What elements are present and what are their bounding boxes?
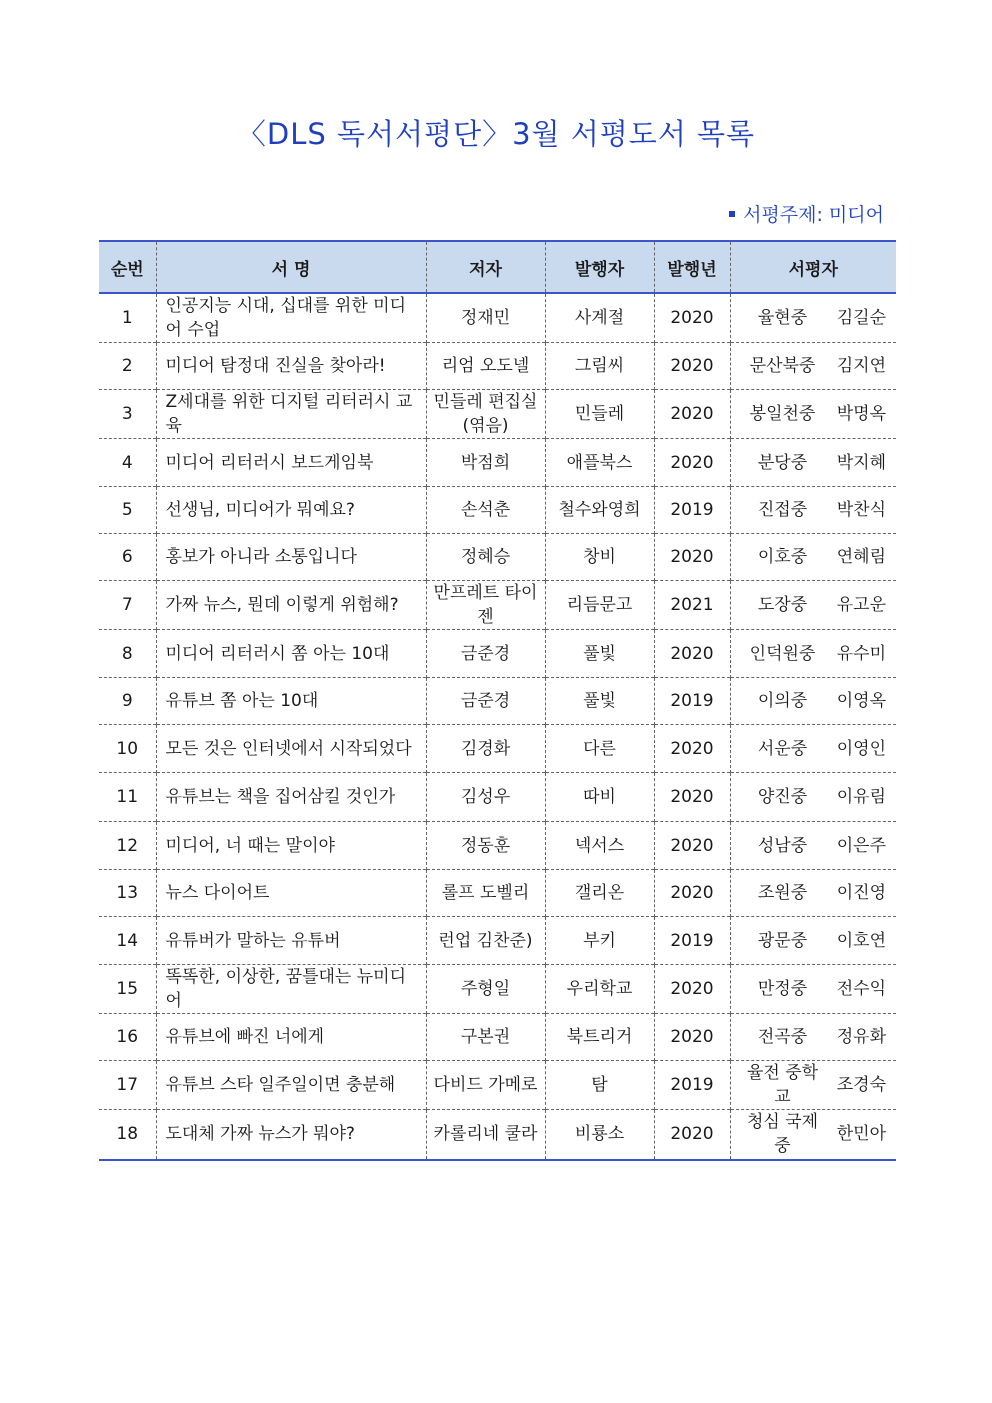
header-reviewer: 서평자	[730, 241, 896, 293]
row-book-title: 뉴스 다이어트	[156, 870, 426, 917]
row-publisher: 우리학교	[545, 965, 654, 1014]
row-author: 다비드 가메로	[426, 1061, 545, 1110]
row-reviewer: 이영인	[836, 738, 886, 759]
row-reviewer: 이호연	[836, 930, 886, 951]
row-reviewer: 유고운	[836, 595, 886, 615]
row-reviewer: 정유화	[836, 1027, 886, 1047]
row-reviewer: 박명옥	[836, 404, 886, 424]
row-no: 16	[99, 1014, 156, 1061]
row-school: 율전 중학교	[746, 1063, 819, 1107]
row-reviewer: 연혜림	[836, 547, 886, 567]
row-book-title: 도대체 가짜 뉴스가 뭐야?	[156, 1110, 426, 1160]
table-row	[99, 965, 896, 1014]
row-school: 분당중	[757, 452, 808, 473]
row-book-title: 인공지능 시대, 십대를 위한 미디어 수업	[156, 293, 426, 343]
row-author: 손석춘	[426, 487, 545, 534]
table-row	[99, 822, 896, 870]
row-publisher: 풀빛	[545, 630, 654, 678]
row-book-title: Z세대를 위한 디지털 리터러시 교육	[156, 390, 426, 439]
row-school: 청심 국제중	[746, 1112, 819, 1157]
row-no: 18	[99, 1110, 156, 1160]
row-reviewer: 이유림	[836, 787, 886, 807]
row-year: 2020	[654, 534, 730, 581]
review-theme	[729, 200, 884, 227]
header-title: 서 명	[156, 241, 426, 293]
table-header-row	[99, 241, 896, 293]
row-publisher: 탐	[545, 1061, 654, 1110]
row-school: 문산북중	[749, 356, 816, 376]
header-author: 저자	[426, 241, 545, 293]
row-year: 2020	[654, 725, 730, 773]
row-publisher: 갤리온	[545, 870, 654, 917]
row-school: 인덕원중	[749, 643, 816, 664]
row-reviewer-cell	[730, 390, 896, 439]
header-publisher: 발행자	[545, 241, 654, 293]
row-author: 구본권	[426, 1014, 545, 1061]
row-reviewer: 한민아	[836, 1124, 886, 1145]
row-year: 2020	[654, 822, 730, 870]
row-author: 만프레트 타이젠	[426, 581, 545, 630]
row-reviewer-cell	[730, 487, 896, 534]
row-book-title: 홍보가 아니라 소통입니다	[156, 534, 426, 581]
table-row	[99, 725, 896, 773]
table-row	[99, 293, 896, 343]
row-author: 정혜승	[426, 534, 545, 581]
row-no: 3	[99, 390, 156, 439]
row-author: 정동훈	[426, 822, 545, 870]
row-publisher: 민들레	[545, 390, 654, 439]
row-publisher: 사계절	[545, 293, 654, 343]
row-no: 17	[99, 1061, 156, 1110]
row-school: 광문중	[757, 930, 808, 951]
row-author: 주형일	[426, 965, 545, 1014]
row-year: 2020	[654, 293, 730, 343]
row-no: 5	[99, 487, 156, 534]
row-publisher: 창비	[545, 534, 654, 581]
row-no: 14	[99, 917, 156, 965]
row-reviewer-cell	[730, 822, 896, 870]
table-row	[99, 773, 896, 822]
row-book-title: 미디어 리터러시 보드게임북	[156, 439, 426, 487]
row-reviewer-cell	[730, 917, 896, 965]
row-no: 15	[99, 965, 156, 1014]
row-book-title: 유튜브 쫌 아는 10대	[156, 678, 426, 725]
row-year: 2020	[654, 773, 730, 822]
row-school: 서운중	[757, 738, 808, 759]
row-year: 2019	[654, 917, 730, 965]
row-reviewer-cell	[730, 1014, 896, 1061]
row-year: 2020	[654, 343, 730, 390]
row-author: 카롤리네 쿨라	[426, 1110, 545, 1160]
table-row	[99, 678, 896, 725]
table-row	[99, 870, 896, 917]
row-publisher: 다른	[545, 725, 654, 773]
row-reviewer-cell	[730, 581, 896, 630]
row-book-title: 유튜브에 빠진 너에게	[156, 1014, 426, 1061]
row-school: 양진중	[757, 787, 808, 807]
row-reviewer: 이진영	[836, 883, 886, 903]
row-publisher: 리듬문고	[545, 581, 654, 630]
square-bullet-icon	[729, 211, 735, 217]
row-book-title: 선생님, 미디어가 뭐예요?	[156, 487, 426, 534]
row-school: 만정중	[757, 979, 808, 999]
row-publisher: 풀빛	[545, 678, 654, 725]
row-reviewer: 김지연	[836, 356, 886, 376]
row-school: 이의중	[757, 691, 808, 711]
row-school: 이호중	[757, 547, 808, 567]
table-row	[99, 343, 896, 390]
page-title: 〈DLS 독서서평단〉3월 서평도서 목록	[236, 117, 756, 151]
row-no: 10	[99, 725, 156, 773]
row-school: 전곡중	[757, 1027, 808, 1047]
row-publisher: 그림씨	[545, 343, 654, 390]
row-reviewer-cell	[730, 1110, 896, 1160]
row-author: 박점희	[426, 439, 545, 487]
row-reviewer: 유수미	[836, 643, 886, 664]
row-book-title: 유튜버가 말하는 유튜버	[156, 917, 426, 965]
row-school: 봉일천중	[749, 404, 816, 424]
row-book-title: 모든 것은 인터넷에서 시작되었다	[156, 725, 426, 773]
row-school: 성남중	[757, 835, 808, 856]
row-year: 2020	[654, 439, 730, 487]
row-year: 2020	[654, 1014, 730, 1061]
row-author: 민들레 편집실(엮음)	[426, 390, 545, 439]
header-no: 순번	[99, 241, 156, 293]
row-year: 2019	[654, 1061, 730, 1110]
row-book-title: 미디어 탐정대 진실을 찾아라!	[156, 343, 426, 390]
row-author: 정재민	[426, 293, 545, 343]
row-publisher: 부키	[545, 917, 654, 965]
row-school: 진접중	[757, 500, 808, 520]
table-row	[99, 581, 896, 630]
row-year: 2020	[654, 630, 730, 678]
row-no: 8	[99, 630, 156, 678]
table-row	[99, 1110, 896, 1160]
row-reviewer: 박찬식	[836, 500, 886, 520]
table-row	[99, 439, 896, 487]
row-book-title: 미디어, 너 때는 말이야	[156, 822, 426, 870]
row-school: 조원중	[757, 883, 808, 903]
row-author: 리엄 오도넬	[426, 343, 545, 390]
row-reviewer: 조경숙	[836, 1075, 886, 1095]
row-year: 2021	[654, 581, 730, 630]
table-row	[99, 487, 896, 534]
row-no: 11	[99, 773, 156, 822]
book-list-table	[99, 240, 896, 1161]
row-publisher: 따비	[545, 773, 654, 822]
row-publisher: 애플북스	[545, 439, 654, 487]
row-author: 금준경	[426, 678, 545, 725]
row-reviewer: 전수익	[836, 979, 886, 999]
row-year: 2019	[654, 678, 730, 725]
row-school: 율현중	[757, 308, 808, 328]
table-row	[99, 1061, 896, 1110]
row-school: 도장중	[757, 595, 808, 615]
table-row	[99, 534, 896, 581]
row-year: 2020	[654, 1110, 730, 1160]
row-reviewer-cell	[730, 439, 896, 487]
row-reviewer-cell	[730, 534, 896, 581]
row-year: 2020	[654, 870, 730, 917]
row-no: 1	[99, 293, 156, 343]
row-no: 2	[99, 343, 156, 390]
review-theme-label: 서평주제: 미디어	[743, 204, 884, 226]
header-year: 발행년	[654, 241, 730, 293]
row-no: 12	[99, 822, 156, 870]
row-reviewer: 김길순	[836, 308, 886, 328]
row-reviewer-cell	[730, 1061, 896, 1110]
row-book-title: 유튜브는 책을 집어삼킬 것인가	[156, 773, 426, 822]
table-row	[99, 390, 896, 439]
table-row	[99, 1014, 896, 1061]
row-reviewer: 이은주	[836, 835, 886, 856]
row-reviewer: 박지혜	[836, 452, 886, 473]
row-reviewer-cell	[730, 773, 896, 822]
row-book-title: 미디어 리터러시 쫌 아는 10대	[156, 630, 426, 678]
row-publisher: 철수와영희	[545, 487, 654, 534]
row-no: 13	[99, 870, 156, 917]
row-no: 6	[99, 534, 156, 581]
row-year: 2020	[654, 390, 730, 439]
row-author: 김경화	[426, 725, 545, 773]
row-reviewer-cell	[730, 630, 896, 678]
row-reviewer-cell	[730, 678, 896, 725]
row-publisher: 넥서스	[545, 822, 654, 870]
row-reviewer-cell	[730, 965, 896, 1014]
row-reviewer-cell	[730, 343, 896, 390]
row-reviewer-cell	[730, 870, 896, 917]
row-author: 금준경	[426, 630, 545, 678]
table-row	[99, 630, 896, 678]
table-row	[99, 917, 896, 965]
row-no: 4	[99, 439, 156, 487]
row-author: 런업 김찬준)	[426, 917, 545, 965]
row-year: 2019	[654, 487, 730, 534]
row-book-title: 가짜 뉴스, 뭔데 이렇게 위험해?	[156, 581, 426, 630]
row-publisher: 비룡소	[545, 1110, 654, 1160]
row-author: 김성우	[426, 773, 545, 822]
row-author: 롤프 도벨리	[426, 870, 545, 917]
row-no: 9	[99, 678, 156, 725]
row-book-title: 똑똑한, 이상한, 꿈틀대는 뉴미디어	[156, 965, 426, 1014]
row-reviewer: 이영옥	[836, 691, 886, 711]
row-year: 2020	[654, 965, 730, 1014]
row-book-title: 유튜브 스타 일주일이면 충분해	[156, 1061, 426, 1110]
row-reviewer-cell	[730, 725, 896, 773]
row-publisher: 북트리거	[545, 1014, 654, 1061]
row-reviewer-cell	[730, 293, 896, 343]
row-no: 7	[99, 581, 156, 630]
